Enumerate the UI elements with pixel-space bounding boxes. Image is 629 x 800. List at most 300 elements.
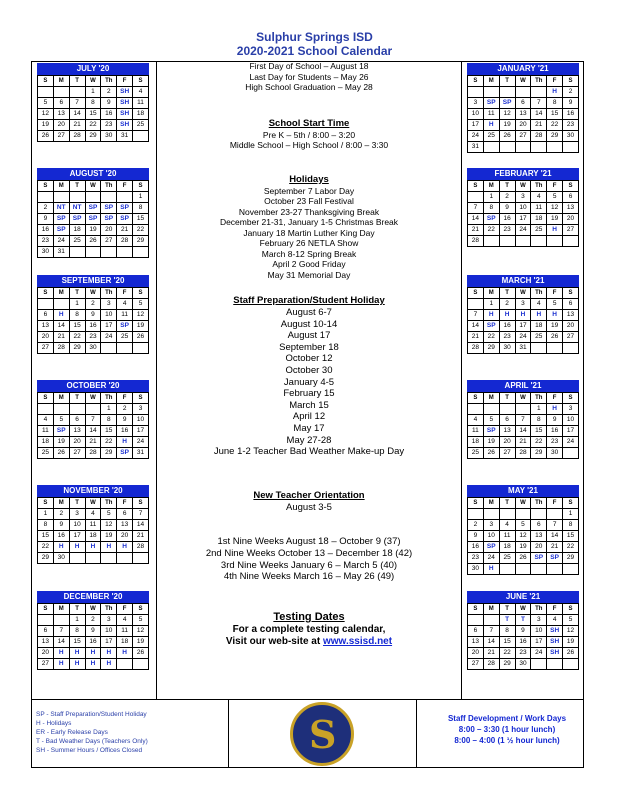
day-cell: 5 [547, 299, 563, 310]
day-cell: 7 [483, 626, 499, 637]
day-cell: SP [69, 214, 85, 225]
day-cell [117, 553, 133, 564]
day-cell: 16 [85, 321, 101, 332]
day-cell: H [85, 648, 101, 659]
day-cell: 28 [69, 131, 85, 142]
day-cell [133, 247, 149, 258]
week-row [38, 192, 149, 203]
day-cell: SP [85, 203, 101, 214]
day-cell: 25 [531, 225, 547, 236]
day-cell [499, 509, 515, 520]
day-cell: 16 [515, 637, 531, 648]
day-cell: 13 [117, 520, 133, 531]
day-cell: 5 [38, 98, 54, 109]
day-cell: 5 [547, 192, 563, 203]
weekday-label: T [499, 288, 515, 299]
weekday-label: S [133, 604, 149, 615]
day-cell: 3 [468, 98, 484, 109]
day-cell: 19 [547, 214, 563, 225]
day-cell: 4 [117, 615, 133, 626]
holiday-item: March 8-12 Spring Break [261, 248, 357, 259]
week-row [468, 426, 579, 437]
day-cell: 30 [468, 564, 484, 575]
footer-panel [31, 700, 584, 768]
day-cell: 1 [483, 299, 499, 310]
month-title: NOVEMBER '20 [37, 485, 149, 497]
graduation: High School Graduation – May 28 [245, 82, 373, 92]
day-cell [547, 564, 563, 575]
day-cell: 11 [133, 98, 149, 109]
day-cell: 14 [547, 531, 563, 542]
day-cell: 9 [85, 310, 101, 321]
day-cell: 2 [85, 299, 101, 310]
day-cell: SP [531, 553, 547, 564]
weekday-label: T [499, 76, 515, 87]
day-cell: H [69, 542, 85, 553]
day-cell: 13 [563, 203, 579, 214]
staff-development [432, 713, 582, 746]
weekday-label: Th [101, 181, 117, 192]
day-cell: 9 [547, 415, 563, 426]
day-cell: 4 [499, 520, 515, 531]
week-row [468, 87, 579, 98]
day-cell: 2 [117, 404, 133, 415]
day-cell [117, 192, 133, 203]
day-cell: 31 [468, 142, 484, 153]
weekday-label: S [38, 604, 54, 615]
day-cell: 11 [468, 426, 484, 437]
day-cell [483, 615, 499, 626]
day-cell [101, 247, 117, 258]
weekday-header-row [38, 181, 149, 192]
weekday-label: M [53, 498, 69, 509]
day-cell [515, 564, 531, 575]
day-cell: 12 [547, 203, 563, 214]
staff-dev-title: Staff Development / Work Days [447, 714, 567, 723]
day-cell: 28 [133, 542, 149, 553]
day-cell [483, 142, 499, 153]
holiday-item: April 2 Good Friday [272, 259, 346, 269]
day-cell: 22 [133, 225, 149, 236]
weekday-label: T [499, 604, 515, 615]
day-cell [515, 404, 531, 415]
day-cell: 23 [85, 332, 101, 343]
day-cell: 24 [468, 131, 484, 142]
holiday-item: September 7 Labor Day [263, 185, 355, 196]
start-line-1: Pre K – 5th / 8:00 – 3:20 [262, 129, 356, 140]
day-cell [531, 142, 547, 153]
day-cell: 13 [69, 426, 85, 437]
day-cell: 7 [468, 310, 484, 321]
day-cell [483, 236, 499, 247]
week-row [38, 299, 149, 310]
day-cell: 17 [563, 426, 579, 437]
day-cell: 20 [468, 648, 484, 659]
day-cell: 26 [133, 648, 149, 659]
day-cell [133, 659, 149, 670]
weekday-label: W [515, 76, 531, 87]
day-cell: 18 [531, 214, 547, 225]
weekday-label: S [468, 181, 484, 192]
month-august-2020 [37, 168, 149, 258]
day-cell: 20 [53, 120, 69, 131]
week-row [468, 648, 579, 659]
day-cell [531, 509, 547, 520]
day-cell: 28 [117, 236, 133, 247]
day-cell: 12 [133, 626, 149, 637]
week-row [38, 615, 149, 626]
day-cell: 5 [53, 415, 69, 426]
day-cell: 27 [69, 448, 85, 459]
day-cell [133, 343, 149, 354]
day-cell: 16 [499, 321, 515, 332]
week-row [38, 236, 149, 247]
weekday-label: Th [531, 181, 547, 192]
week-row [468, 142, 579, 153]
day-cell: 6 [53, 98, 69, 109]
weekday-label: W [85, 498, 101, 509]
day-cell: 8 [483, 203, 499, 214]
week-row [38, 553, 149, 564]
day-cell: 4 [117, 299, 133, 310]
day-cell: 11 [117, 626, 133, 637]
month-july-2020 [37, 63, 149, 142]
week-row [38, 659, 149, 670]
day-cell: 18 [38, 437, 54, 448]
day-cell: 17 [515, 321, 531, 332]
day-cell: SP [117, 448, 133, 459]
day-cell [563, 343, 579, 354]
week-row [38, 343, 149, 354]
day-cell: 29 [101, 448, 117, 459]
day-cell: 17 [515, 214, 531, 225]
weekday-label: W [515, 604, 531, 615]
day-cell: 30 [515, 659, 531, 670]
website-link[interactable]: www.ssisd.net [322, 636, 393, 648]
day-cell [563, 236, 579, 247]
day-cell: SP [101, 203, 117, 214]
day-cell: 4 [531, 299, 547, 310]
week-row [38, 225, 149, 236]
month-title: AUGUST '20 [37, 168, 149, 180]
day-cell: 15 [38, 531, 54, 542]
week-row [38, 321, 149, 332]
day-cell: 15 [133, 214, 149, 225]
day-cell: 27 [468, 659, 484, 670]
day-cell: 27 [515, 131, 531, 142]
day-cell: 9 [53, 520, 69, 531]
weekday-label: F [547, 76, 563, 87]
day-cell: 11 [483, 109, 499, 120]
day-cell: 7 [53, 626, 69, 637]
day-cell: 6 [499, 415, 515, 426]
day-cell: 25 [38, 448, 54, 459]
weekday-label: M [483, 181, 499, 192]
day-cell [85, 404, 101, 415]
holiday-item: December 21-31, January 1-5 Christmas Break [219, 217, 399, 227]
day-cell [69, 192, 85, 203]
day-cell: 30 [53, 553, 69, 564]
weekday-label: S [133, 76, 149, 87]
weekday-header-row [468, 498, 579, 509]
day-cell: 14 [468, 321, 484, 332]
week-row [468, 448, 579, 459]
day-cell: 2 [563, 87, 579, 98]
day-cell: SP [117, 203, 133, 214]
weekday-label: M [483, 393, 499, 404]
day-cell: 8 [38, 520, 54, 531]
day-cell: 13 [38, 637, 54, 648]
first-day: First Day of School – August 18 [249, 61, 369, 71]
day-cell: 14 [85, 426, 101, 437]
day-cell: SP [117, 321, 133, 332]
day-cell: 29 [531, 448, 547, 459]
staff-prep-title: Staff Preparation/Student Holiday [233, 295, 385, 306]
footer-divider [228, 700, 229, 768]
day-cell: H [53, 659, 69, 670]
day-cell: 18 [133, 109, 149, 120]
week-row [38, 531, 149, 542]
weekday-label: F [117, 604, 133, 615]
weekday-label: M [53, 393, 69, 404]
month-grid [467, 392, 579, 459]
weekday-label: S [563, 604, 579, 615]
day-cell: 21 [531, 120, 547, 131]
staff-prep-item: October 30 [285, 364, 333, 376]
week-row [468, 332, 579, 343]
staff-prep-item: October 12 [285, 353, 333, 365]
holiday-item: October 23 Fall Festival [264, 196, 354, 206]
testing-line-1: For a complete testing calendar, [232, 623, 386, 635]
weekday-header-row [38, 76, 149, 87]
day-cell [547, 343, 563, 354]
day-cell: 8 [101, 415, 117, 426]
day-cell: 18 [531, 321, 547, 332]
weekday-header-row [38, 288, 149, 299]
day-cell: 31 [117, 131, 133, 142]
day-cell [117, 247, 133, 258]
day-cell: 21 [468, 332, 484, 343]
day-cell: 3 [563, 404, 579, 415]
month-grid [37, 75, 149, 142]
day-cell: H [547, 225, 563, 236]
day-cell: H [117, 648, 133, 659]
day-cell: 7 [69, 98, 85, 109]
day-cell: 14 [53, 321, 69, 332]
weekday-label: S [38, 288, 54, 299]
day-cell: 17 [69, 531, 85, 542]
day-cell: 25 [117, 332, 133, 343]
day-cell: 15 [531, 426, 547, 437]
day-cell: 1 [69, 615, 85, 626]
day-cell: 22 [38, 542, 54, 553]
day-cell [547, 659, 563, 670]
day-cell: H [499, 310, 515, 321]
day-cell [53, 192, 69, 203]
weekday-label: S [38, 393, 54, 404]
week-row [38, 637, 149, 648]
day-cell: SH [547, 648, 563, 659]
day-cell [85, 553, 101, 564]
day-cell [515, 236, 531, 247]
day-cell: 23 [101, 120, 117, 131]
week-row [468, 321, 579, 332]
weekday-label: S [563, 76, 579, 87]
day-cell: 3 [101, 299, 117, 310]
day-cell: 20 [563, 214, 579, 225]
day-cell [531, 87, 547, 98]
weekday-label: F [117, 288, 133, 299]
day-cell: 9 [563, 98, 579, 109]
day-cell: 15 [499, 637, 515, 648]
day-cell: SP [117, 214, 133, 225]
week-row [38, 109, 149, 120]
day-cell: 16 [547, 426, 563, 437]
weekday-header-row [38, 498, 149, 509]
holiday-item: January 18 Martin Luther King Day [243, 227, 375, 238]
day-cell [563, 448, 579, 459]
week-row [38, 310, 149, 321]
week-row [38, 415, 149, 426]
weekday-header-row [468, 288, 579, 299]
weekday-label: S [133, 288, 149, 299]
day-cell: 16 [499, 214, 515, 225]
day-cell: H [531, 310, 547, 321]
day-cell: 15 [85, 109, 101, 120]
day-cell [547, 236, 563, 247]
day-cell: 31 [53, 247, 69, 258]
day-cell: 25 [499, 553, 515, 564]
day-cell: 16 [53, 531, 69, 542]
last-day: Last Day for Students – May 26 [249, 71, 369, 82]
day-cell: 21 [85, 437, 101, 448]
day-cell: 9 [515, 626, 531, 637]
day-cell: 31 [515, 343, 531, 354]
month-title: DECEMBER '20 [37, 591, 149, 603]
day-cell: H [117, 542, 133, 553]
week-row [468, 520, 579, 531]
day-cell: T [515, 615, 531, 626]
day-cell: 3 [515, 192, 531, 203]
legend-item: T - Bad Weather Days (Teachers Only) [36, 738, 148, 745]
weekday-label: S [468, 393, 484, 404]
day-cell: 15 [101, 426, 117, 437]
day-cell [38, 192, 54, 203]
legend-item: ER - Early Release Days [36, 729, 108, 736]
day-cell: 24 [563, 437, 579, 448]
day-cell [133, 131, 149, 142]
day-cell: 31 [133, 448, 149, 459]
weekday-label: W [515, 181, 531, 192]
day-cell: 26 [499, 131, 515, 142]
week-row [468, 310, 579, 321]
day-cell: 5 [101, 509, 117, 520]
day-cell: 8 [531, 415, 547, 426]
day-cell: 20 [69, 437, 85, 448]
weekday-label: M [483, 604, 499, 615]
weekday-label: Th [101, 76, 117, 87]
day-cell: 13 [515, 109, 531, 120]
day-cell: 17 [101, 321, 117, 332]
day-cell: 1 [563, 509, 579, 520]
day-cell: T [499, 615, 515, 626]
day-cell: 4 [133, 87, 149, 98]
day-cell: 14 [531, 109, 547, 120]
staff-prep-item: May 27-28 [286, 434, 332, 446]
day-cell: 6 [38, 626, 54, 637]
day-cell [499, 142, 515, 153]
day-cell: 22 [547, 120, 563, 131]
weekday-label: M [483, 288, 499, 299]
day-cell [563, 659, 579, 670]
week-row [38, 247, 149, 258]
day-cell: 6 [563, 299, 579, 310]
day-cell: 16 [101, 109, 117, 120]
weekday-label: S [468, 498, 484, 509]
month-grid [467, 180, 579, 247]
day-cell: 28 [85, 448, 101, 459]
month-january-2021 [467, 63, 579, 153]
staff-prep-item: May 17 [293, 422, 325, 434]
week-row [38, 214, 149, 225]
day-cell: 24 [101, 332, 117, 343]
day-cell: 30 [38, 247, 54, 258]
month-grid [37, 287, 149, 354]
day-cell: 26 [515, 553, 531, 564]
day-cell: H [53, 310, 69, 321]
weekday-label: W [515, 498, 531, 509]
day-cell: 1 [483, 192, 499, 203]
day-cell: SH [117, 109, 133, 120]
day-cell: 5 [483, 415, 499, 426]
weekday-label: S [133, 393, 149, 404]
weekday-label: W [515, 288, 531, 299]
week-row [38, 437, 149, 448]
day-cell: 18 [117, 637, 133, 648]
day-cell: 12 [563, 626, 579, 637]
week-row [468, 509, 579, 520]
day-cell: SP [53, 426, 69, 437]
weekday-label: W [85, 393, 101, 404]
day-cell: 22 [531, 437, 547, 448]
day-cell: 30 [499, 343, 515, 354]
month-april-2021 [467, 380, 579, 459]
day-cell: 7 [85, 415, 101, 426]
day-cell: 24 [133, 437, 149, 448]
week-row [38, 509, 149, 520]
day-cell: 21 [483, 648, 499, 659]
week-row [468, 437, 579, 448]
day-cell: 28 [483, 659, 499, 670]
day-cell: SH [117, 87, 133, 98]
weekday-label: Th [101, 498, 117, 509]
day-cell: 19 [483, 437, 499, 448]
day-cell [563, 564, 579, 575]
day-cell: 19 [38, 120, 54, 131]
day-cell: 1 [69, 299, 85, 310]
month-title: OCTOBER '20 [37, 380, 149, 392]
month-title: JANUARY '21 [467, 63, 579, 75]
weekday-label: T [69, 181, 85, 192]
day-cell: SP [483, 426, 499, 437]
testing-visit-text: Visit our web-site at [225, 636, 321, 648]
day-cell: 3 [69, 509, 85, 520]
weekday-header-row [468, 76, 579, 87]
day-cell: 18 [69, 225, 85, 236]
day-cell: 3 [483, 520, 499, 531]
month-december-2020 [37, 591, 149, 670]
day-cell: 4 [468, 415, 484, 426]
